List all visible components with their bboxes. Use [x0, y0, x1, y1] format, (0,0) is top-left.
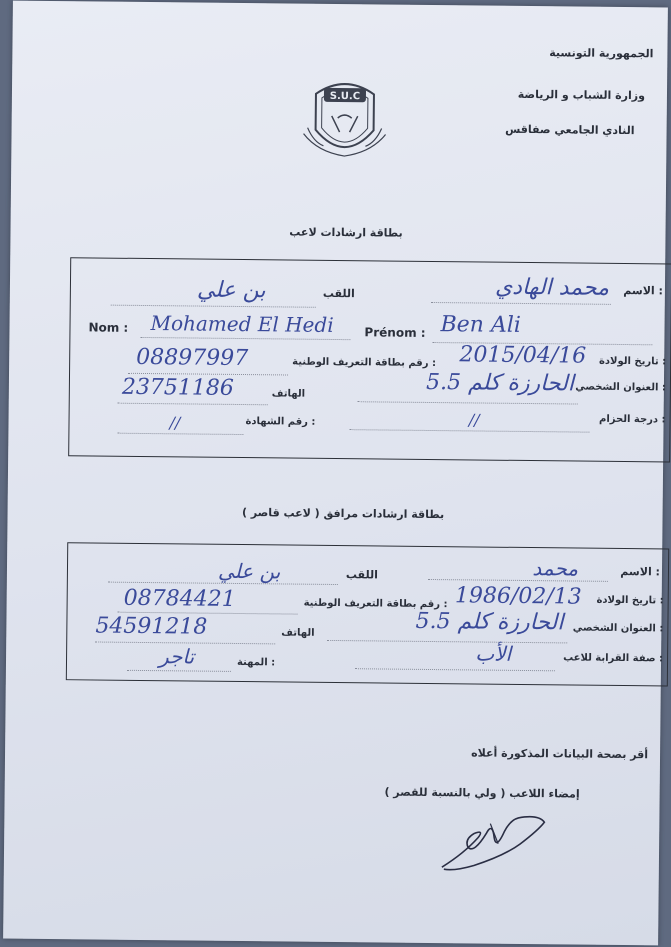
- player-id-value: 08897997: [136, 344, 249, 372]
- prenom-label: Prénom :: [364, 325, 426, 340]
- player-address-value: الحارزة كلم 5.5: [425, 369, 575, 397]
- guardian-birth-label: تاريخ الولادة :: [596, 594, 664, 607]
- job-label: المهنة :: [236, 656, 276, 669]
- guardian-phone-label: الهاتف: [281, 627, 315, 639]
- cert-label: رقم الشهادة :: [245, 416, 316, 428]
- player-card: [68, 257, 671, 462]
- player-surname-value: بن علي: [196, 277, 266, 304]
- player-phone-line: [118, 403, 268, 406]
- job-line: [127, 670, 231, 672]
- belt-value: //: [468, 410, 480, 430]
- player-phone-value: 23751186: [121, 374, 234, 401]
- nom-line: [140, 337, 350, 340]
- header-ministry: وزارة الشباب و الرياضة: [517, 87, 646, 103]
- guardian-name-line: [428, 579, 608, 582]
- guardian-id-value: 08784421: [123, 585, 236, 612]
- guardian-address-line: [327, 640, 567, 644]
- signature-label: إمضاء اللاعب ( ولي بالنسبة للقصر ): [384, 785, 580, 801]
- document-page: [3, 1, 668, 946]
- relation-value: الأب: [475, 641, 512, 666]
- cert-line: [117, 433, 243, 435]
- club-logo: [297, 72, 392, 167]
- guardian-card-title: بطاقة ارشادات مرافق ( لاعب قاصر ): [241, 506, 445, 522]
- player-address-line: [358, 401, 578, 404]
- belt-line: [349, 429, 589, 433]
- nom-label: Nom :: [88, 320, 129, 335]
- player-phone-label: الهاتف: [271, 388, 306, 400]
- guardian-surname-value: بن علي: [217, 558, 281, 584]
- guardian-surname-label: اللقب: [345, 568, 378, 582]
- header-republic: الجمهورية التونسية: [549, 46, 654, 61]
- relation-line: [355, 668, 555, 671]
- guardian-id-label: رقم بطاقة التعريف الوطنية :: [303, 597, 448, 611]
- player-name-line: [431, 302, 611, 305]
- player-address-label: العنوان الشخصي :: [575, 381, 666, 394]
- guardian-name-value: محمد: [532, 556, 579, 581]
- guardian-birth-value: 1986/02/13: [454, 583, 582, 610]
- player-birth-value: 2015/04/16: [459, 342, 587, 369]
- guardian-name-label: الاسم :: [620, 564, 661, 579]
- signature: [434, 803, 555, 874]
- guardian-address-label: العنوان الشخصي :: [572, 622, 664, 635]
- player-surname-label: اللقب: [322, 286, 355, 301]
- cert-value: //: [169, 413, 181, 433]
- guardian-surname-line: [108, 582, 338, 585]
- player-name-label: الاسم :: [623, 284, 663, 298]
- guardian-address-value: الحارزة كلم 5.5: [415, 608, 564, 636]
- prenom-value: Ben Ali: [440, 312, 521, 338]
- player-card-title: بطاقة ارشادات لاعب: [289, 225, 403, 240]
- nom-value: Mohamed El Hedi: [150, 311, 334, 337]
- guardian-phone-value: 54591218: [95, 613, 208, 640]
- player-surname-line: [111, 305, 316, 308]
- job-value: تاجر: [158, 644, 195, 669]
- player-id-label: رقم بطاقة التعريف الوطنية :: [292, 356, 437, 370]
- guardian-card: [66, 542, 669, 686]
- header-club: النادي الجامعي صفاقس: [505, 122, 635, 138]
- declaration-text: أقر بصحة البيانات المذكورة أعلاه: [471, 746, 649, 762]
- player-name-value: محمد الهادي: [494, 274, 610, 301]
- player-birth-label: تاريخ الولادة :: [598, 355, 667, 368]
- logo-text: S.U.C: [329, 90, 361, 103]
- belt-label: درجة الحزام :: [599, 413, 666, 426]
- relation-label: صفة القرابة للاعب :: [563, 652, 664, 665]
